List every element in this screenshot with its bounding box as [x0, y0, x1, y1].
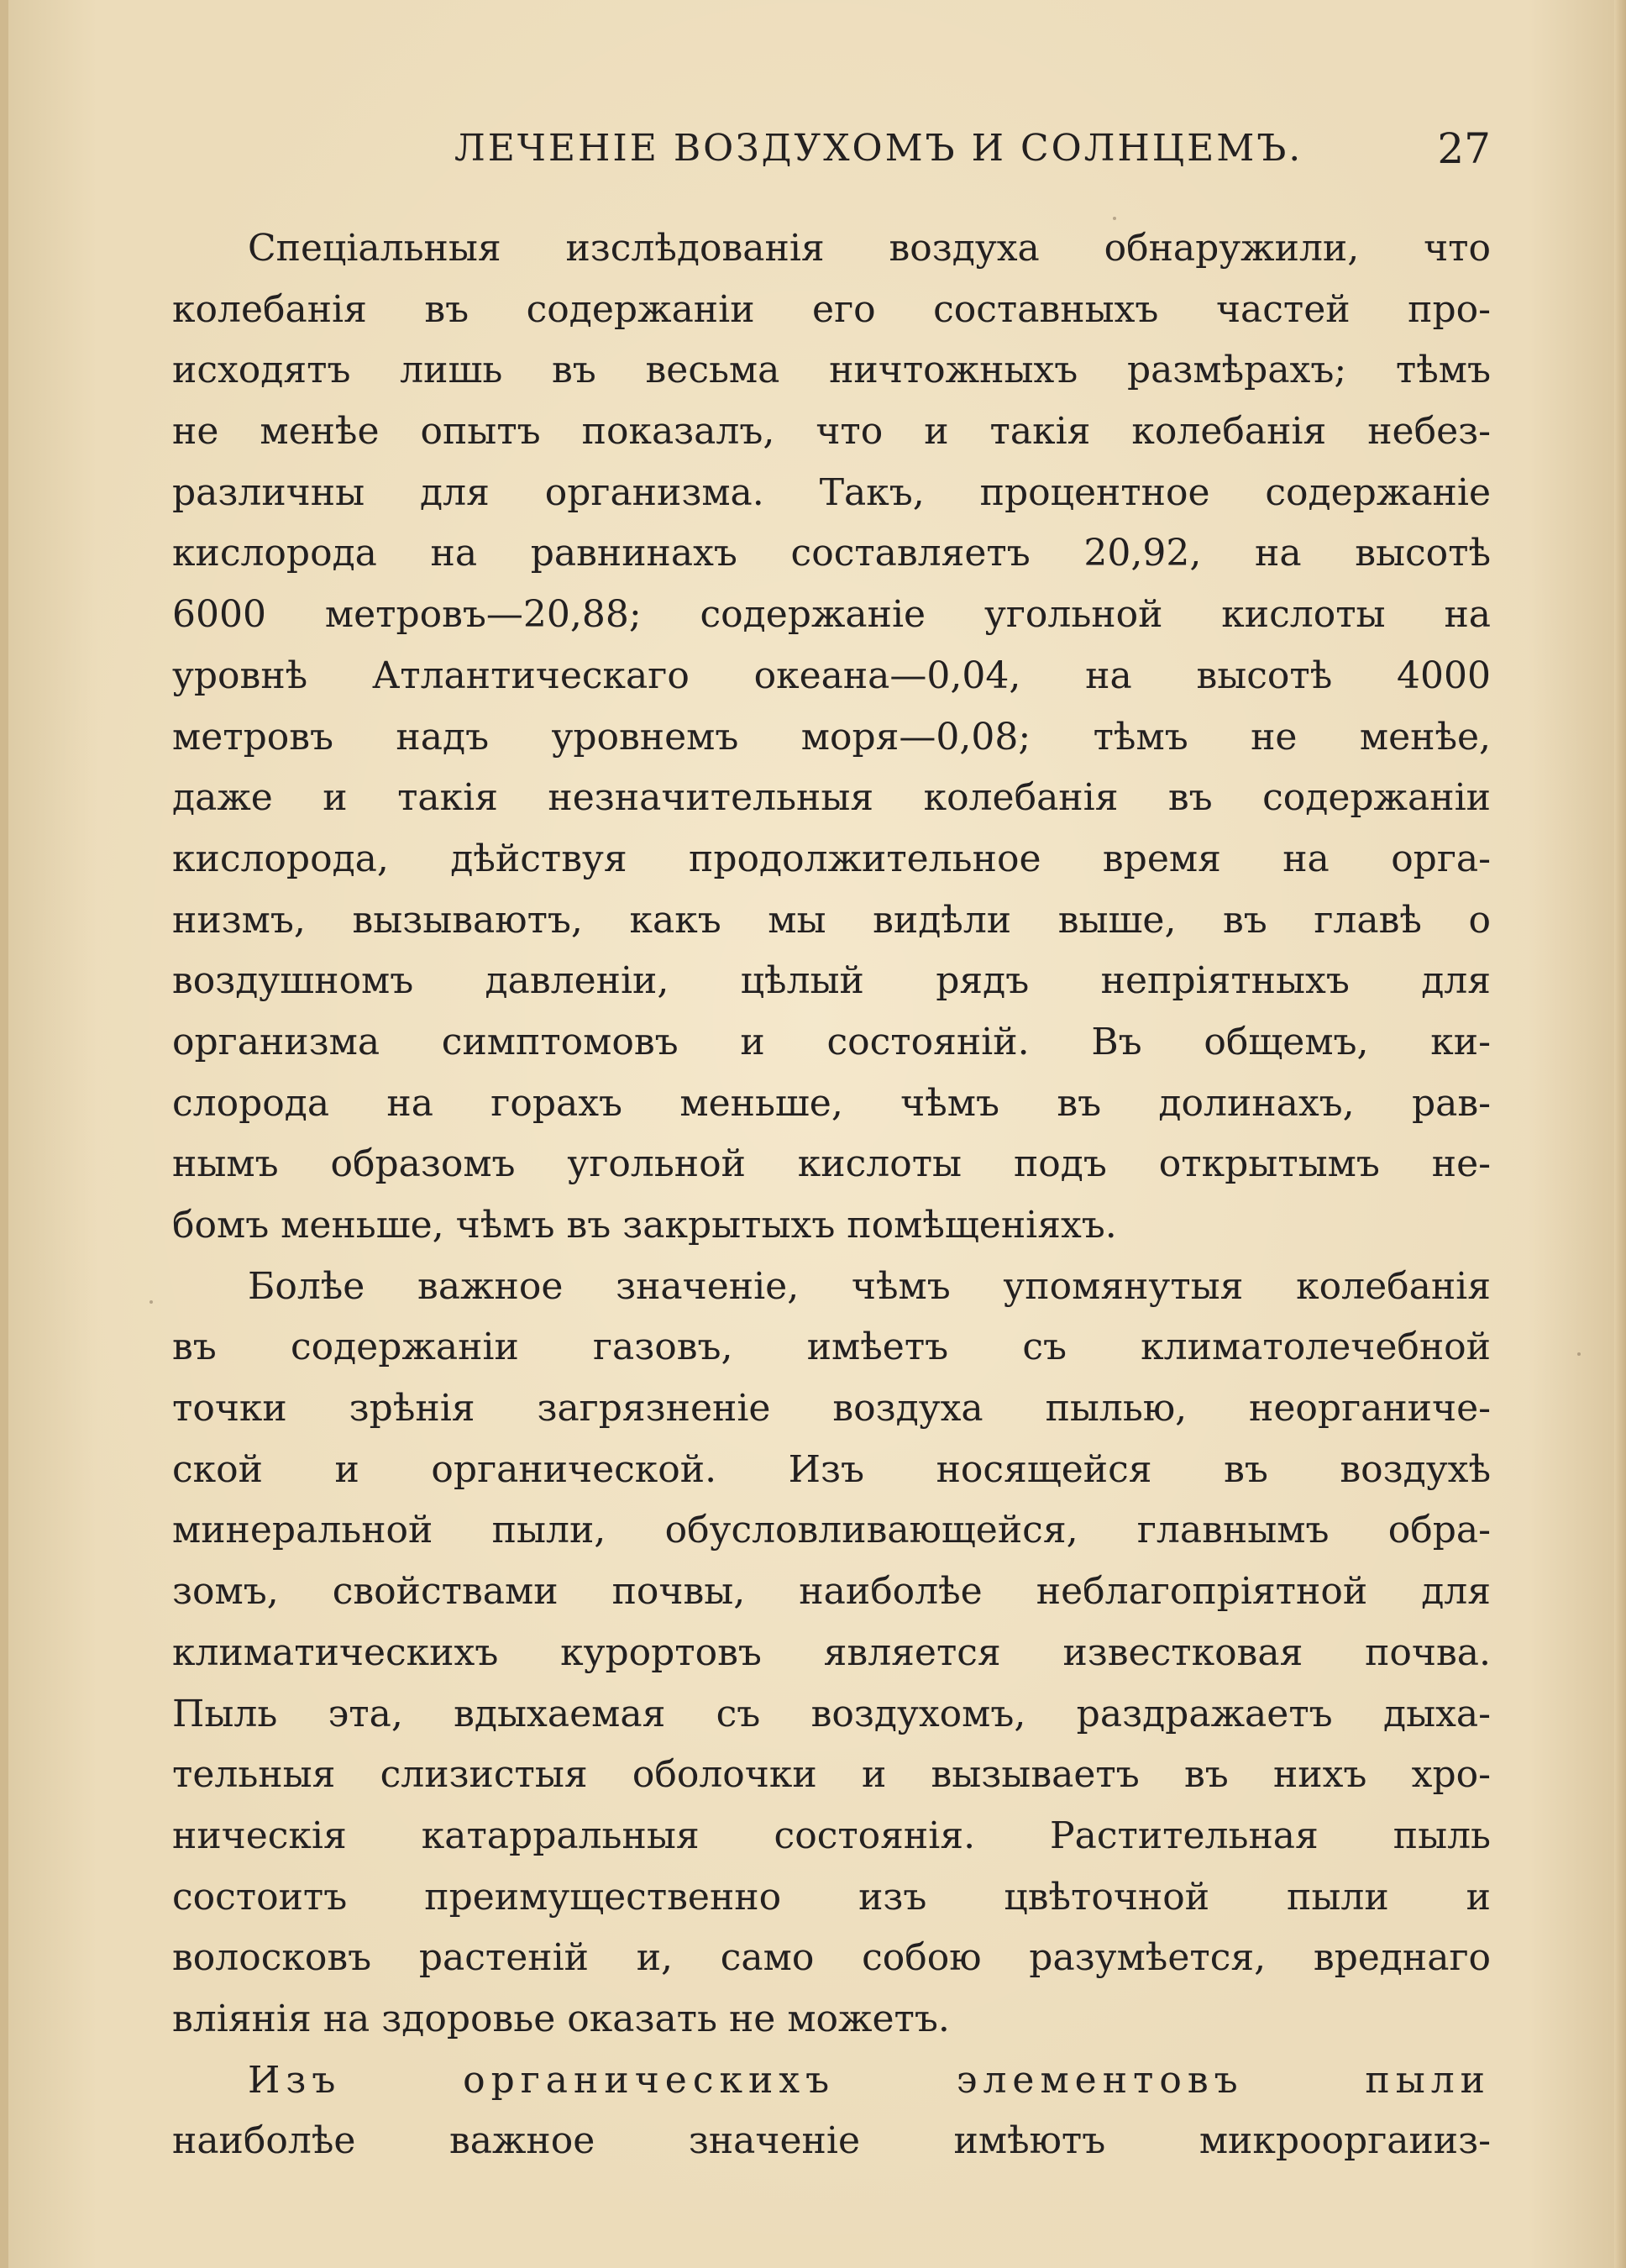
page-left-edge — [0, 0, 8, 2268]
text-line: волосковъ растеній и, само собою разумѣется, вреднаго — [172, 1936, 1491, 1980]
page-right-edge — [1614, 0, 1626, 2268]
text-line: организма симптомовъ и состояній. Въ общемъ, ки- — [172, 1020, 1491, 1063]
text-line: исходятъ лишь въ весьма ничтожныхъ размѣрахъ; тѣмъ — [172, 349, 1491, 392]
text-line: кислорода, дѣйствуя продолжительное время на орга- — [172, 837, 1491, 880]
text-line: даже и такія незначительныя колебанія въ содержаніи — [172, 776, 1491, 820]
text-line: различны для организма. Такъ, процентное содержаніе — [172, 470, 1491, 514]
paragraph — [172, 2050, 1491, 2172]
text-line: Изъ органическихъ элементовъ пыли — [248, 2058, 1491, 2102]
body-text — [172, 218, 1491, 2172]
text-line: не менѣе опытъ показалъ, что и такія колебанія небез- — [172, 410, 1491, 454]
running-head: ЛЕЧЕНІЕ ВОЗДУХОМЪ И СОЛНЦЕМЪ. — [454, 127, 1303, 170]
text-line: кислорода на равнинахъ составляетъ 20,92, на высотѣ — [172, 532, 1491, 575]
text-line: метровъ надъ уровнемъ моря—0,08; тѣмъ не менѣе, — [172, 715, 1491, 759]
text-line: Пыль эта, вдыхаемая съ воздухомъ, раздражаетъ дыха- — [172, 1692, 1491, 1735]
text-line: Спеціальныя изслѣдованія воздуха обнаружили, что — [248, 227, 1491, 270]
text-line: ническія катарральныя состоянія. Растительная пыль — [172, 1814, 1491, 1857]
text-line: тельныя слизистыя оболочки и вызываетъ въ нихъ хро- — [172, 1753, 1491, 1797]
text-line: колебанія въ содержаніи его составныхъ частей про- — [172, 287, 1491, 331]
paper-speck — [1577, 1352, 1581, 1356]
page-header — [172, 119, 1491, 178]
page-number: 27 — [1437, 124, 1491, 173]
text-line: бомъ меньше, чѣмъ въ закрытыхъ помѣщеніяхъ. — [172, 1204, 1117, 1247]
paragraph — [172, 218, 1491, 1257]
text-line: наиболѣе важное значеніе имѣютъ микрооргаииз- — [172, 2119, 1491, 2163]
text-line: вліянія на здоровье оказать не можетъ. — [172, 1997, 950, 2040]
text-line: низмъ, вызываютъ, какъ мы видѣли выше, въ главѣ о — [172, 898, 1491, 942]
text-line: Болѣе важное значеніе, чѣмъ упомянутыя колебанія — [248, 1264, 1491, 1308]
text-line: 6000 метровъ—20,88; содержаніе угольной кислоты на — [172, 593, 1491, 637]
text-line: точки зрѣнія загрязненіе воздуха пылью, неорганиче- — [172, 1387, 1491, 1431]
text-line: слорода на горахъ меньше, чѣмъ въ долинахъ, рав- — [172, 1081, 1491, 1125]
text-line: минеральной пыли, обусловливающейся, главнымъ обра- — [172, 1509, 1491, 1552]
text-line: ской и органической. Изъ носящейся въ воздухѣ — [172, 1447, 1491, 1491]
paper-speck — [149, 1300, 153, 1304]
text-line: нымъ образомъ угольной кислоты подъ открытымъ не- — [172, 1142, 1491, 1186]
paper-speck — [1113, 217, 1116, 220]
text-line: состоитъ преимущественно изъ цвѣточной пыли и — [172, 1875, 1491, 1919]
paragraph — [172, 1257, 1491, 2050]
text-line: воздушномъ давленіи, цѣлый рядъ непріятныхъ для — [172, 959, 1491, 1003]
text-line: зомъ, свойствами почвы, наиболѣе неблагопріятной для — [172, 1570, 1491, 1614]
text-line: въ содержаніи газовъ, имѣетъ съ климатолечебной — [172, 1326, 1491, 1369]
text-line: климатическихъ курортовъ является известковая почва. — [172, 1630, 1491, 1674]
text-line: уровнѣ Атлантическаго океана—0,04, на высотѣ 4000 — [172, 654, 1491, 697]
